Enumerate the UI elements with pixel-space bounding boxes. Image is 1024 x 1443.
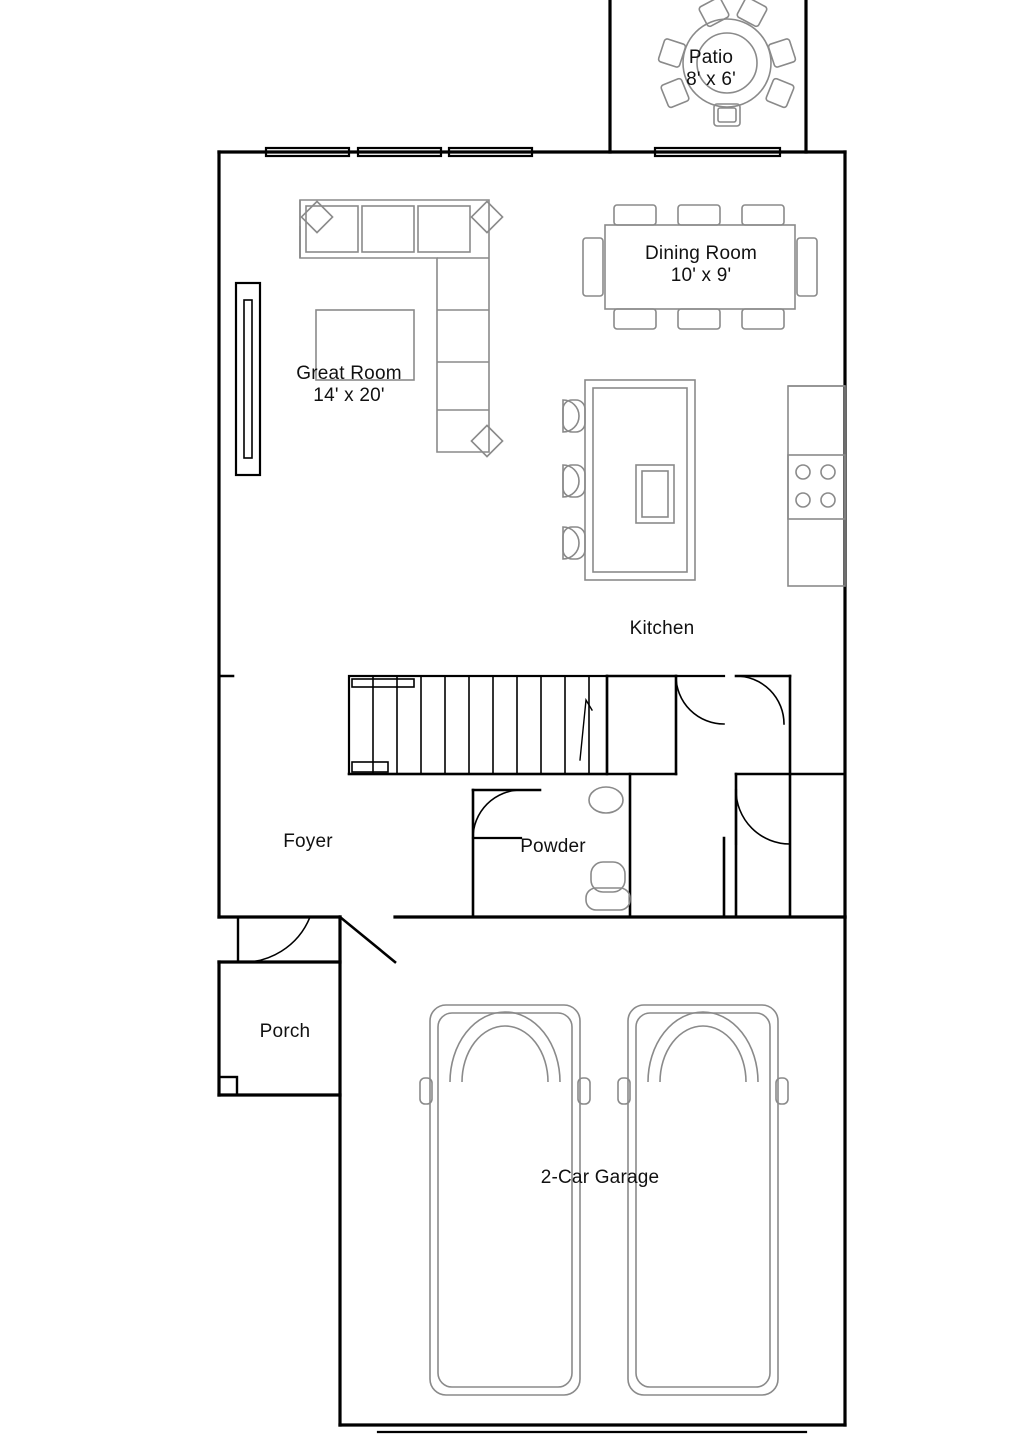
sectional-sofa: [300, 200, 503, 457]
window-west: [236, 283, 260, 475]
door-swing-hall: [676, 676, 724, 724]
walls-layer: [219, 0, 845, 1432]
room-label-patio: [686, 47, 736, 92]
front-door-swing: [238, 917, 310, 962]
porch-post: [219, 1077, 237, 1095]
room-dimensions: 14' x 20': [313, 385, 385, 407]
room-name: Patio: [688, 47, 734, 68]
room-label-foyer: [283, 831, 333, 853]
room-name: Porch: [259, 1021, 311, 1042]
kitchen-counter: [788, 386, 845, 586]
room-name: 2-Car Garage: [540, 1167, 660, 1188]
room-dimensions: 8' x 6': [686, 69, 736, 91]
door-swing-lower: [736, 790, 790, 844]
room-name: Kitchen: [629, 618, 695, 639]
room-label-powder: [520, 836, 586, 858]
room-label-garage: [541, 1167, 660, 1189]
room-name: Foyer: [283, 831, 333, 852]
room-name: Great Room: [296, 363, 402, 384]
staircase: [349, 676, 607, 774]
garage-car-right: [618, 1005, 788, 1395]
garage-car-left: [420, 1005, 590, 1395]
room-label-great-room: [296, 363, 401, 408]
window-west-glass: [244, 300, 252, 458]
powder-fixtures: [586, 787, 630, 910]
room-label-porch: [260, 1021, 311, 1043]
closet-door-swing: [736, 676, 784, 724]
room-dimensions: 10' x 9': [670, 265, 732, 287]
room-name: Powder: [520, 836, 586, 857]
powder-door-swing: [473, 790, 521, 838]
room-label-kitchen: [630, 618, 695, 640]
room-label-dining-room: [645, 243, 757, 288]
foyer-angled-wall: [340, 917, 395, 962]
room-name: Dining Room: [644, 243, 758, 264]
kitchen-island: [563, 380, 695, 580]
